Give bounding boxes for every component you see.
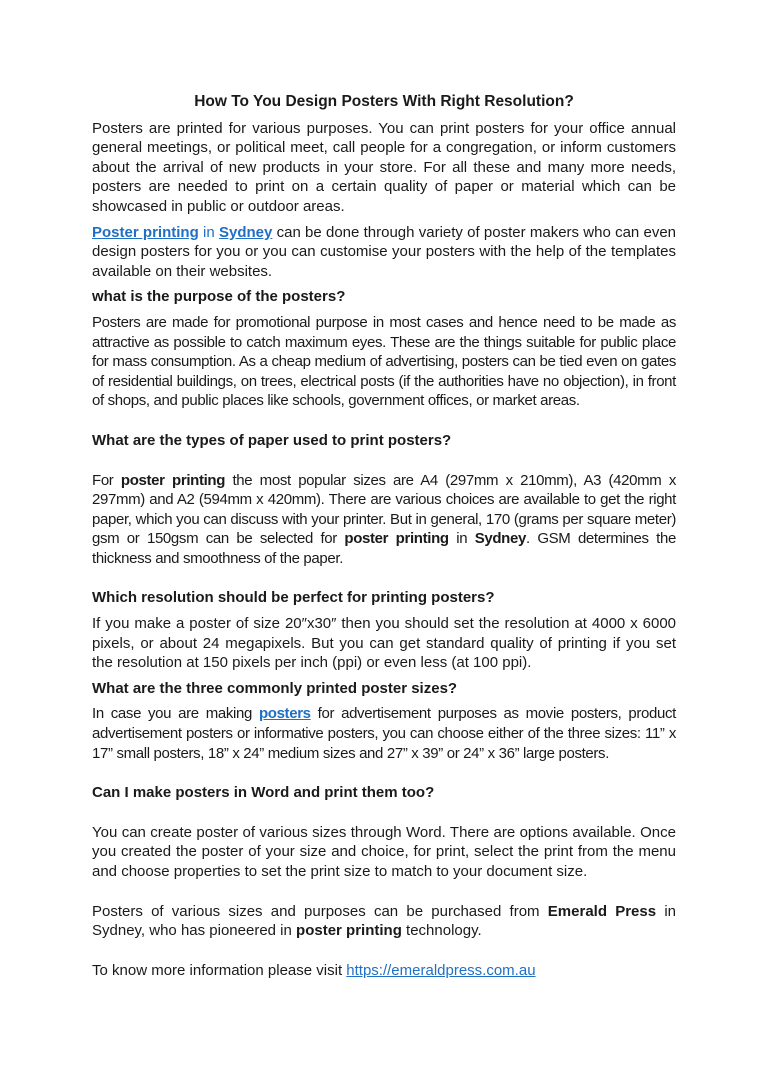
purchase-paragraph bbox=[92, 902, 676, 941]
paper-text-4: . GSM determines the thickness and smoothness of the paper. bbox=[92, 530, 676, 567]
paper-text-1: For bbox=[92, 471, 114, 489]
poster-printing-paragraph-text: can be done through variety of poster makers who can even design posters for you or you can customise your posters with the help of the templates available on their websites. bbox=[92, 223, 677, 280]
purchase-bold-2: poster printing bbox=[296, 922, 402, 940]
sizes-text-2: for advertisement purposes as movie posters, product advertisement posters or informative posters, you can choose either of the three sizes: 11” x 17” small posters, 18” x 24” medium sizes and 27” x 39” or 24” x 36” large posters. bbox=[92, 705, 676, 762]
word-paragraph: You can create poster of various sizes through Word. There are options available. Once you created the poster of your size and choice, for print, select the print from the menu and choose properties to set the print size to match to your document size. bbox=[92, 823, 676, 880]
heading-word: Can I make posters in Word and print them too? bbox=[92, 784, 435, 802]
purpose-paragraph: Posters are made for promotional purpose in most cases and hence need to be made as attractive as possible to catch maximum eyes. These are the things suitable for public place for mass consumption. As a cheap medium of advertising, posters can be tied even on gates of residential buildings, on trees, electrical posts (if the authorities have no objection), in front of shops, and public places like schools, government offices, or market areas. bbox=[92, 313, 676, 410]
paper-text-3: in bbox=[456, 530, 468, 548]
purchase-text-1: Posters of various sizes and purposes can be purchased from bbox=[92, 902, 540, 920]
website-link[interactable]: https://emeraldpress.com.au bbox=[346, 961, 536, 979]
poster-printing-paragraph bbox=[92, 223, 676, 282]
intro-paragraph: Posters are printed for various purposes. You can print posters for your office annual general meetings, or political meet, call people for a congregation, or inform customers about the arrival of new products in your store. For all these and many more needs, posters are needed to print on a certain quality of paper or material which can be showcased in public or outdoor areas. bbox=[92, 119, 676, 215]
paper-paragraph bbox=[92, 471, 676, 569]
purchase-text-2: in Sydney, who has pioneered in bbox=[92, 902, 677, 940]
document-title: How To You Design Posters With Right Resolution? bbox=[194, 93, 574, 110]
sizes-text-1: In case you are making bbox=[92, 705, 252, 723]
sizes-paragraph bbox=[92, 704, 676, 763]
heading-poster-sizes: What are the three commonly printed poster sizes? bbox=[92, 679, 458, 697]
sydney-link[interactable]: Sydney bbox=[218, 223, 273, 241]
visit-text: To know more information please visit bbox=[92, 961, 343, 979]
heading-paper-types: What are the types of paper used to print posters? bbox=[92, 431, 452, 449]
purchase-bold-1: Emerald Press bbox=[547, 902, 657, 920]
resolution-paragraph: If you make a poster of size 20″x30″ then you should set the resolution at 4000 x 6000 pixels, or about 24 megapixels. But you can get standard quality of printing if you set the resolution at 150 pixels per inch (ppi) or even less (at 100 ppi). bbox=[92, 615, 676, 672]
paper-bold-3: Sydney bbox=[474, 530, 526, 548]
purchase-text-3: technology. bbox=[406, 922, 482, 940]
paper-bold-1: poster printing bbox=[120, 471, 226, 489]
heading-resolution: Which resolution should be perfect for printing posters? bbox=[92, 589, 495, 607]
document-page bbox=[92, 92, 676, 980]
paper-text-2: the most popular sizes are A4 (297mm x 210mm), A3 (420mm x 297mm) and A2 (594mm x 420mm). There are various choices are available to get the right paper, which you can discuss with your printer. But in general, 170 (grams per square meter) gsm or 150gsm can be selected for bbox=[92, 471, 676, 548]
paper-bold-2: poster printing bbox=[344, 530, 449, 548]
visit-paragraph bbox=[92, 961, 676, 981]
posters-link[interactable]: posters bbox=[258, 705, 311, 723]
heading-purpose: what is the purpose of the posters? bbox=[92, 288, 346, 306]
in-word: in bbox=[203, 223, 215, 241]
poster-printing-link[interactable]: Poster printing bbox=[92, 223, 199, 241]
